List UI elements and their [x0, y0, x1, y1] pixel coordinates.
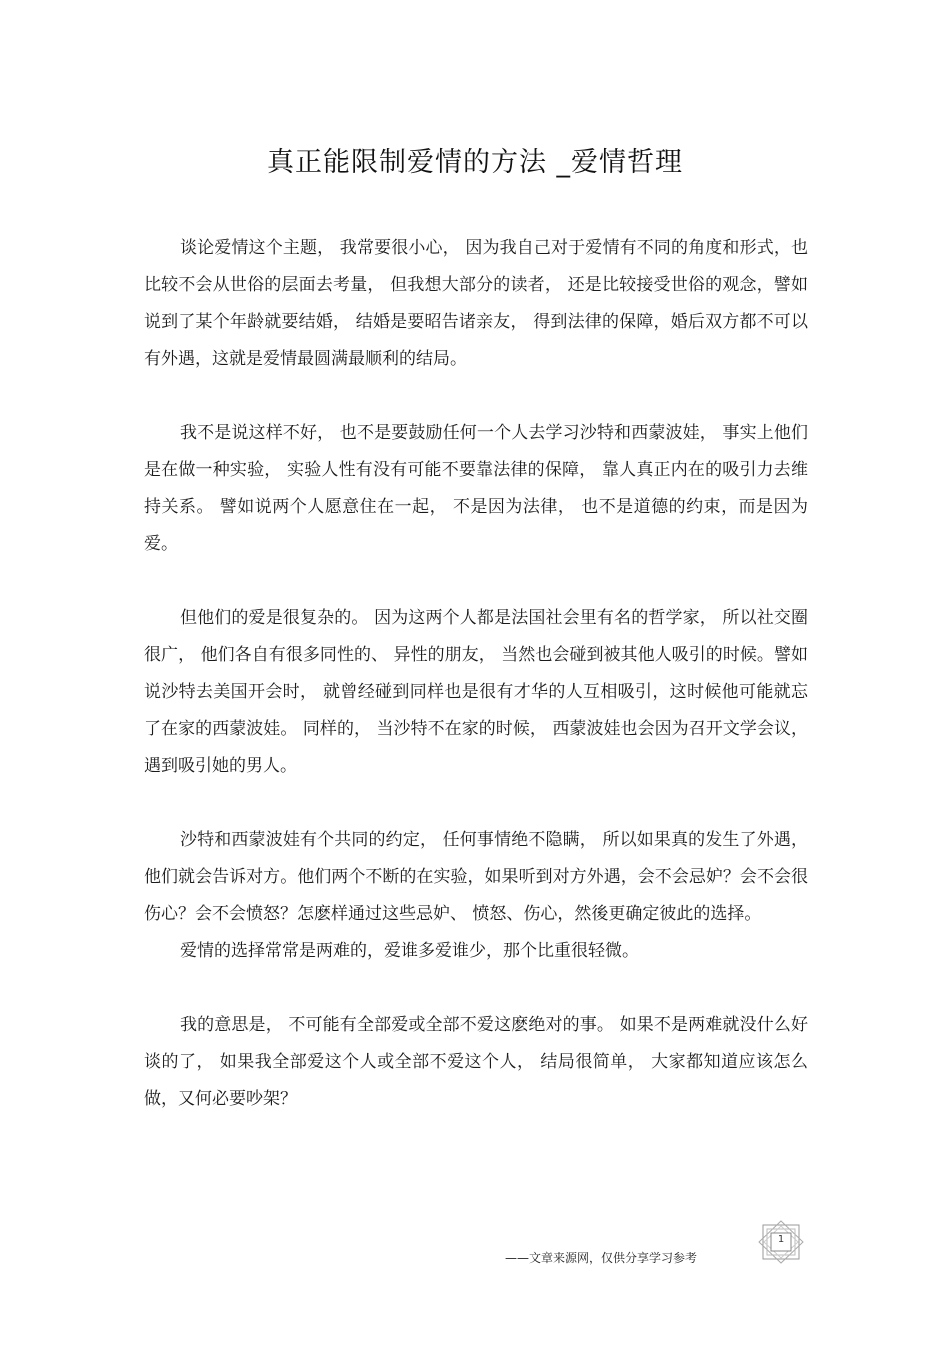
- paragraph-4: 沙特和西蒙波娃有个共同的约定， 任何事情绝不隐瞒， 所以如果真的发生了外遇，他们就会告诉对方。他们两个不断的在实验，如果听到对方外遇，会不会忌妒？会不会很伤心？会不会愤怒？怎麽样通过这些忌妒、 愤怒、伤心，然後更确定彼此的选择。: [144, 830, 808, 924]
- paragraph-6: 我的意思是， 不可能有全部爱或全部不爱这麽绝对的事。 如果不是两难就没什么好谈的了， 如果我全部爱这个人或全部不爱这个人， 结局很简单， 大家都知道应该怎么做，又何必要吵架？: [144, 1015, 808, 1109]
- paragraph-1: 谈论爱情这个主题， 我常要很小心， 因为我自己对于爱情有不同的角度和形式，也比较不会从世俗的层面去考量， 但我想大部分的读者， 还是比较接受世俗的观念，譬如说到了某个年龄就要结婚， 结婚是要昭告诸亲友， 得到法律的保障，婚后双方都不可以有外遇，这就是爱情最圆满最顺利的结局。: [144, 238, 808, 369]
- page-number: 1: [777, 1234, 785, 1245]
- paragraph-3: 但他们的爱是很复杂的。 因为这两个人都是法国社会里有名的哲学家， 所以社交圈很广， 他们各自有很多同性的、 异性的朋友， 当然也会碰到被其他人吸引的时候。譬如说沙特去美国开会时， 就曾经碰到同样也是很有才华的人互相吸引，这时候他可能就忘了在家的西蒙波娃。 同样的， 当沙特不在家的时候， 西蒙波娃也会因为召开文学会议，遇到吸引她的男人。: [144, 608, 808, 776]
- page-number-badge: [756, 1220, 806, 1264]
- document-body: [144, 230, 808, 1155]
- document-title: 真正能限制爱情的方法 _爱情哲理: [266, 147, 684, 178]
- paragraph-5: 爱情的选择常常是两难的，爱谁多爱谁少，那个比重很轻微。: [180, 941, 639, 961]
- paragraph-2: 我不是说这样不好， 也不是要鼓励任何一个人去学习沙特和西蒙波娃， 事实上他们是在做一种实验， 实验人性有没有可能不要靠法律的保障， 靠人真正内在的吸引力去维持关系。 譬如说两个人愿意住在一起， 不是因为法律， 也不是道德的约束，而是因为爱。: [144, 423, 808, 554]
- footer-source-note: ——文章来源网，仅供分享学习参考: [505, 1251, 698, 1265]
